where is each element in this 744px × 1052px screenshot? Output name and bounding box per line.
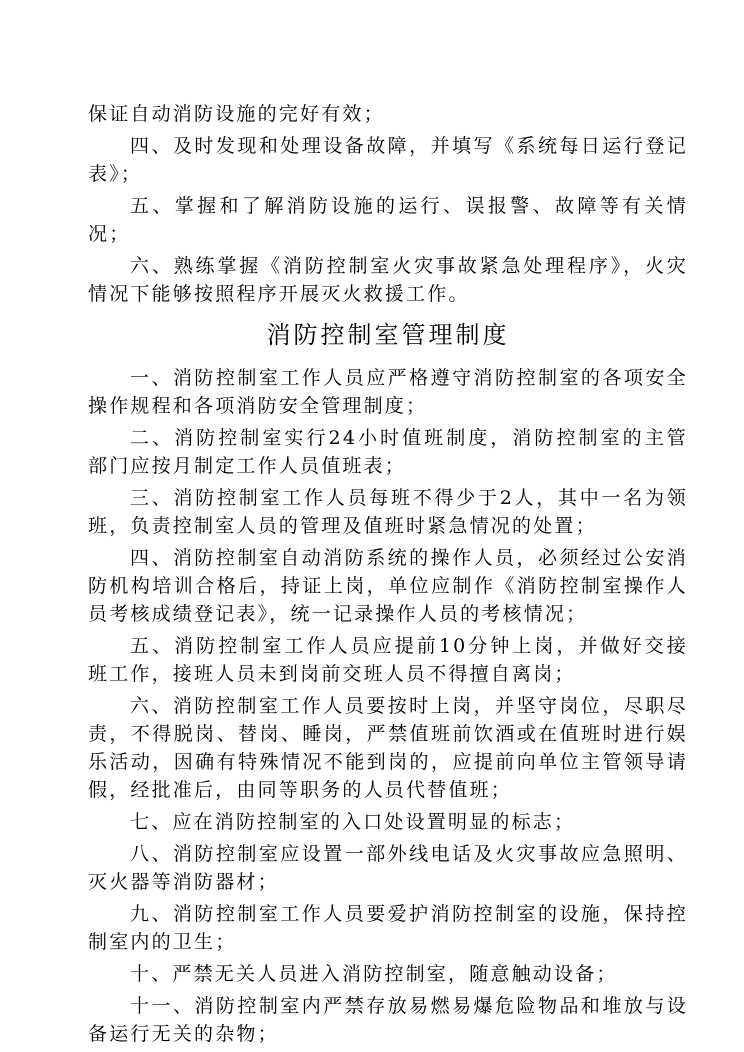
rule-item-1: 一、消防控制室工作人员应严格遵守消防控制室的各项安全操作规程和各项消防安全管理制度；: [88, 367, 688, 417]
document-page: [88, 100, 688, 1052]
intro-paragraph-3: 五、掌握和了解消防设施的运行、误报警、故障等有关情况；: [88, 195, 688, 245]
rule-item-4: 四、消防控制室自动消防系统的操作人员，必须经过公安消防机构培训合格后，持证上岗，单位应制作《消防控制室操作人员考核成绩登记表》，统一记录操作人员的考核情况；: [88, 547, 688, 625]
rule-item-6: 六、消防控制室工作人员要按时上岗，并坚守岗位，尽职尽责，不得脱岗、替岗、睡岗，严禁值班前饮酒或在值班时进行娱乐活动，因确有特殊情况不能到岗的，应提前向单位主管领导请假，经批准后，由同等职务的人员代替值班；: [88, 695, 688, 801]
rule-item-10: 十、严禁无关人员进入消防控制室，随意触动设备；: [130, 963, 618, 985]
rule-item-2: 二、消防控制室实行24小时值班制度，消防控制室的主管部门应按月制定工作人员值班表；: [88, 427, 688, 477]
rule-item-9: 九、消防控制室工作人员要爱护消防控制室的设施，保持控制室内的卫生；: [88, 903, 688, 953]
rule-item-3: 三、消防控制室工作人员每班不得少于2人，其中一名为领班，负责控制室人员的管理及值班时紧急情况的处置；: [88, 487, 688, 537]
intro-paragraph-2: 四、及时发现和处理设备故障，并填写《系统每日运行登记表》；: [88, 135, 688, 185]
intro-paragraph-1: 保证自动消防设施的完好有效；: [88, 103, 385, 125]
rule-item-5: 五、消防控制室工作人员应提前10分钟上岗，并做好交接班工作，接班人员未到岗前交班人员不得擅自离岗；: [88, 635, 688, 685]
section-title: 消防控制室管理制度: [266, 321, 510, 349]
intro-paragraph-4: 六、熟练掌握《消防控制室火灾事故紧急处理程序》，火灾情况下能够按照程序开展灭火救援工作。: [88, 255, 688, 305]
rule-item-7: 七、应在消防控制室的入口处设置明显的标志；: [130, 811, 576, 833]
rule-item-8: 八、消防控制室应设置一部外线电话及火灾事故应急照明、灭火器等消防器材；: [88, 843, 688, 893]
rule-item-11: 十一、消防控制室内严禁存放易燃易爆危险物品和堆放与设备运行无关的杂物；: [88, 995, 688, 1045]
